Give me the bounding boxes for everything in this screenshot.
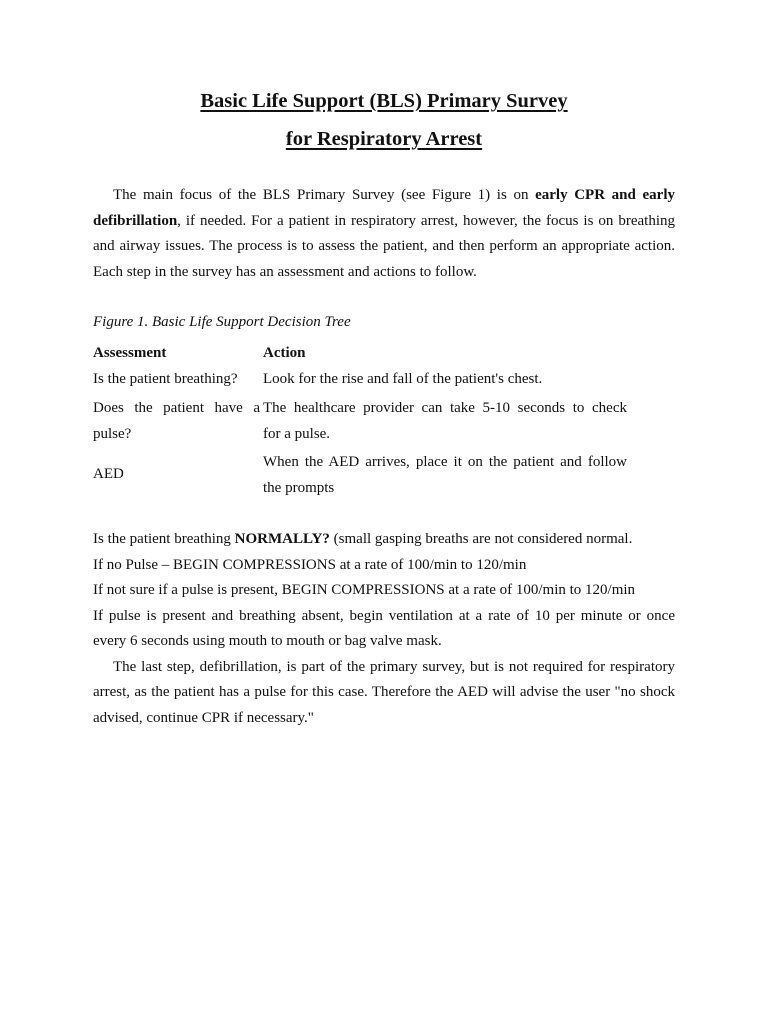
row-pulse-assessment-line2: pulse? (93, 426, 132, 442)
assessment-header: Assessment (93, 345, 167, 361)
document-title: Basic Life Support (BLS) Primary Survey (200, 90, 568, 112)
protocol-notes (93, 527, 675, 731)
intro-paragraph (93, 183, 675, 285)
row-pulse-action-line2: for a pulse. (263, 426, 331, 442)
defibrillation-paragraph: The last step, defibrillation, is part of the primary survey, but is not required for respiratory arrest, as the patient has a pulse for this case. Therefore the AED will advise the user "no shock advised, continue CPR if necessary." (93, 658, 675, 726)
document-subtitle: for Respiratory Arrest (285, 128, 483, 150)
unsure-pulse-note: If not sure if a pulse is present, BEGIN COMPRESSIONS at a rate of 100/min to 120/min (93, 582, 636, 598)
row-pulse-action-line1: The healthcare provider can take 5-10 seconds to check (263, 400, 627, 416)
intro-text-start: The main focus of the BLS Primary Survey (see Figure 1) is on (113, 187, 536, 203)
breathing-note-suffix: (small gasping breaths are not considered normal. (329, 531, 633, 547)
row-aed-action-line1: When the AED arrives, place it on the patient and follow (263, 454, 627, 470)
row-aed-assessment: AED (93, 466, 124, 482)
intro-emphasis: early CPR and early defibrillation (93, 187, 675, 229)
pulse-present-note: If pulse is present and breathing absent, begin ventilation at a rate of 10 per minute or once every 6 seconds using mouth to mouth or bag valve mask. (93, 607, 675, 649)
breathing-normally-note (93, 527, 675, 553)
row-aed-action-line2: the prompts (263, 480, 335, 496)
row-breathing-assessment: Is the patient breathing? (93, 371, 238, 387)
intro-text-end: , if needed. For a patient in respiratory arrest, however, the focus is on breathing and airway issues. The process is to assess the patient, and then perform an appropriate action. Each step in the survey has an assessment and actions to follow. (93, 212, 675, 280)
action-header: Action (263, 345, 306, 361)
breathing-note-prefix: Is the patient breathing (93, 531, 235, 547)
breathing-note-emphasis: NORMALLY? (234, 531, 330, 547)
row-pulse-assessment-line1: Does the patient have a (93, 400, 260, 416)
no-pulse-note: If no Pulse – BEGIN COMPRESSIONS at a rate of 100/min to 120/min (93, 556, 527, 573)
row-breathing-action: Look for the rise and fall of the patient's chest. (263, 371, 543, 387)
figure-caption: Figure 1. Basic Life Support Decision Tree (93, 314, 351, 330)
